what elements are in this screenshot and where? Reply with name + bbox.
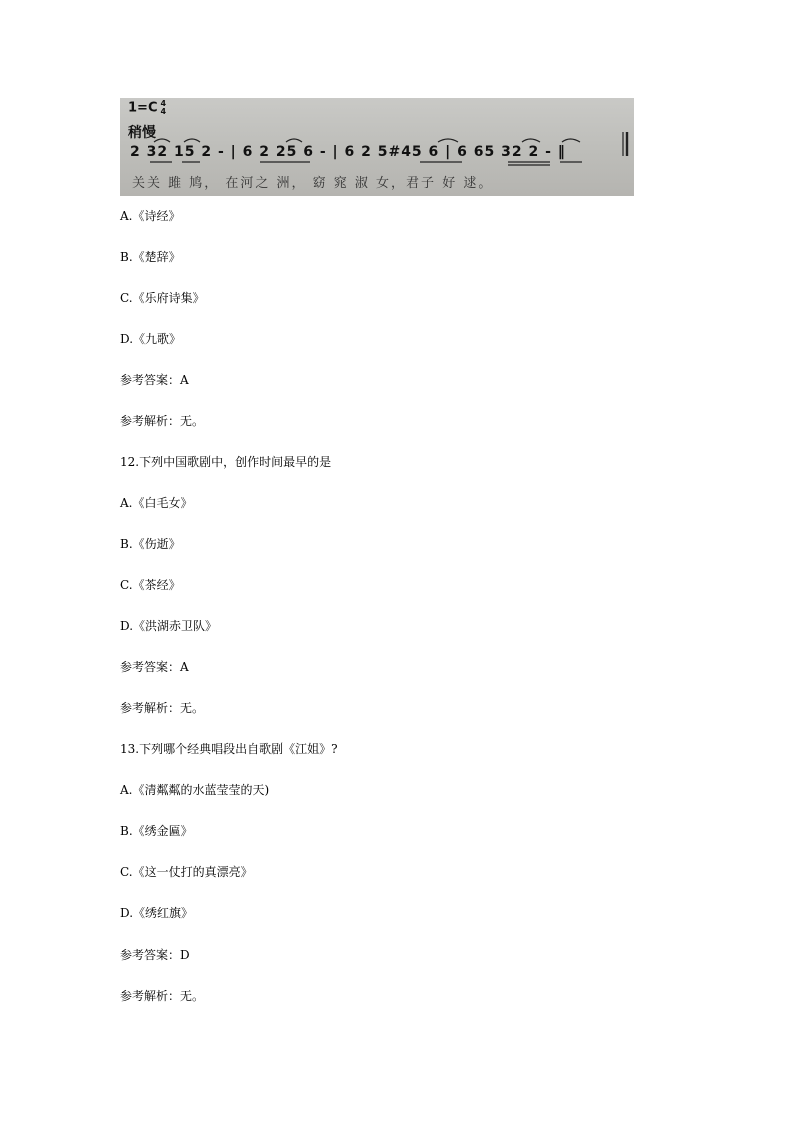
time-bottom: 4: [160, 107, 167, 116]
option-a: A.《清粼粼的水蓝莹莹的天): [120, 783, 270, 797]
tempo-marking: 稍慢: [128, 125, 156, 141]
option-d: D.《绣红旗》: [120, 906, 194, 920]
option-b: B.《伤逝》: [120, 537, 181, 551]
explanation-text: 参考解析：无。: [120, 989, 205, 1003]
answer-text: 参考答案：D: [120, 948, 190, 962]
time-top: 4: [160, 99, 167, 108]
option-b: B.《绣金匾》: [120, 824, 193, 838]
option-d: D.《洪湖赤卫队》: [120, 619, 218, 633]
option-b: B.《楚辞》: [120, 250, 181, 264]
music-score-image: [120, 98, 634, 196]
explanation-text: 参考解析：无。: [120, 414, 205, 428]
option-c: C.《这一仗打的真漂亮》: [120, 865, 253, 879]
answer-text: 参考答案：A: [120, 660, 189, 674]
lyrics-line: 关关 雎 鸠， 在河之 洲， 窈 窕 淑 女，君子 好 逑。: [132, 176, 494, 191]
melody-notation: 2 32 15 2 - | 6 2 25 6 - | 6 2 5#45 6 | 6 65 32 2 - ‖: [130, 144, 566, 160]
option-a: A.《白毛女》: [120, 496, 193, 510]
option-c: C.《乐府诗集》: [120, 291, 205, 305]
question-13: 13.下列哪个经典唱段出自歌剧《江姐》?: [120, 742, 338, 756]
answer-text: 参考答案：A: [120, 373, 189, 387]
option-a: A.《诗经》: [120, 209, 181, 223]
option-d: D.《九歌》: [120, 332, 182, 346]
explanation-text: 参考解析：无。: [120, 701, 205, 715]
question-12: 12.下列中国歌剧中，创作时间最早的是: [120, 455, 332, 469]
option-c: C.《茶经》: [120, 578, 181, 592]
key-text: 1=C: [128, 100, 158, 116]
